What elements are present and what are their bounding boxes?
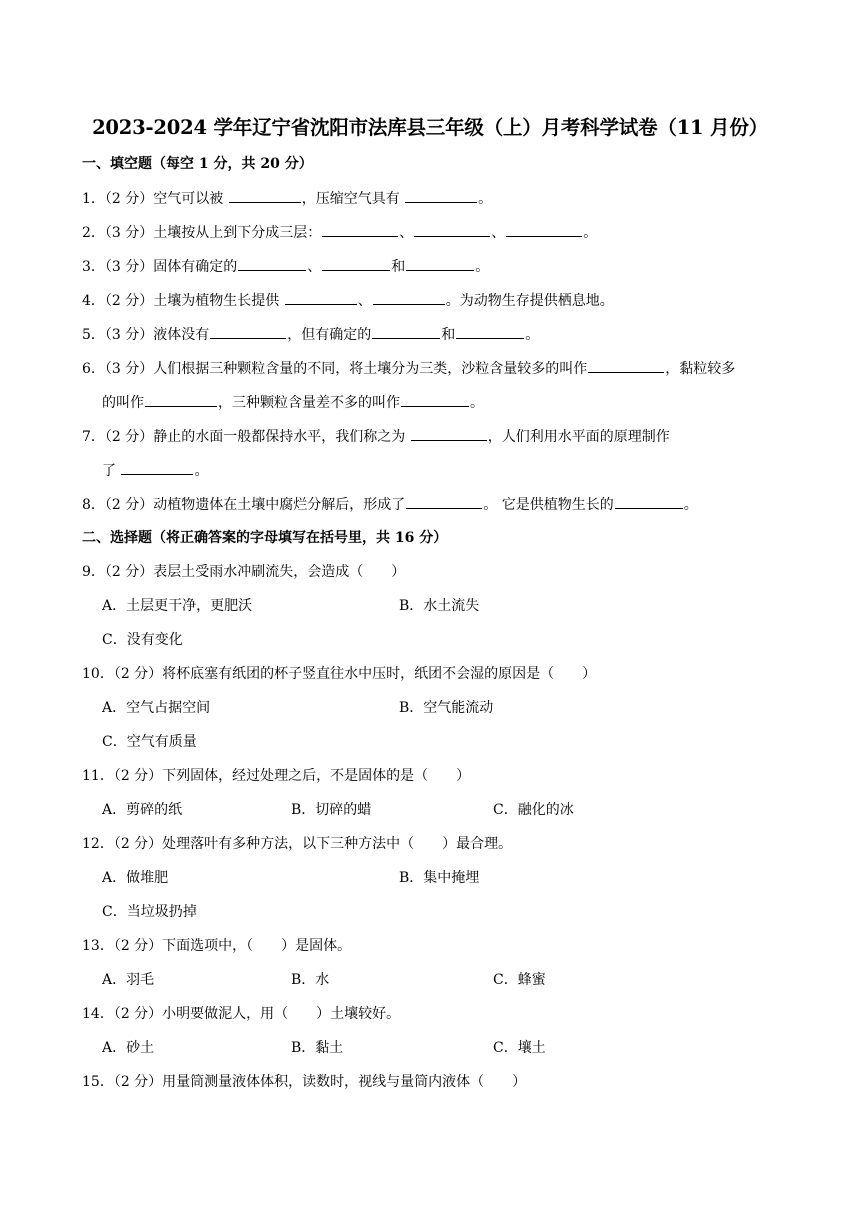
answer-blank [588, 358, 664, 373]
option-a: A．羽毛 [102, 972, 155, 988]
option-a: A．剪碎的纸 [102, 802, 183, 818]
answer-blank [615, 494, 683, 509]
answer-blank [210, 324, 286, 339]
question-14: 14．（2 分）小明要做泥人，用（ ）土壤较好。 [82, 1006, 401, 1022]
question-15: 15．（2 分）用量筒测量液体体积，读数时，视线与量筒内液体（ ） [82, 1074, 527, 1090]
question-10: 10．（2 分）将杯底塞有纸团的杯子竖直往水中压时，纸团不会湿的原因是（ ） [82, 666, 597, 682]
answer-blank [406, 256, 474, 271]
option-c: C．壤土 [493, 1040, 546, 1056]
option-c: C．当垃圾扔掉 [102, 904, 197, 920]
answer-blank [322, 256, 390, 271]
question-8: 8．（2 分）动植物遗体在土壤中腐烂分解后，形成了 。 它是供植物生长的 。 [82, 494, 698, 515]
question-11: 11．（2 分）下列固体，经过处理之后，不是固体的是（ ） [82, 768, 471, 784]
option-c: C．空气有质量 [102, 734, 197, 750]
answer-blank [372, 324, 440, 339]
answer-blank [285, 290, 357, 305]
answer-blank [406, 494, 482, 509]
option-b: B．空气能流动 [399, 700, 494, 716]
answer-blank [506, 222, 582, 237]
answer-blank [411, 426, 487, 441]
option-c: C．融化的冰 [493, 802, 574, 818]
answer-blank [405, 188, 477, 203]
section-multiple-choice: 二、选择题（将正确答案的字母填写在括号里，共 16 分） [82, 530, 448, 546]
question-5: 5．（3 分）液体没有 ，但有确定的 和 。 [82, 324, 539, 345]
exam-title: 2023-2024 学年辽宁省沈阳市法库县三年级（上）月考科学试卷（11 月份） [92, 116, 768, 139]
option-a: A．土层更干净，更肥沃 [102, 598, 253, 614]
option-c: C．蜂蜜 [493, 972, 546, 988]
answer-blank [121, 460, 193, 475]
option-b: B．水 [291, 972, 330, 988]
option-b: B．切碎的蜡 [291, 802, 372, 818]
question-6-continued: 的叫作 ，三种颗粒含量差不多的叫作 。 [102, 392, 484, 413]
option-a: A．砂土 [102, 1040, 155, 1056]
question-2: 2．（3 分）土壤按从上到下分成三层： 、 、 。 [82, 222, 597, 243]
answer-blank [414, 222, 490, 237]
question-12: 12．（2 分）处理落叶有多种方法，以下三种方法中（ ）最合理。 [82, 836, 513, 852]
option-a: A．空气占据空间 [102, 700, 211, 716]
option-b: B．集中掩埋 [399, 870, 480, 886]
answer-blank [456, 324, 524, 339]
answer-blank [229, 188, 301, 203]
option-b: B．水土流失 [399, 598, 480, 614]
answer-blank [322, 222, 398, 237]
question-7: 7．（2 分）静止的水面一般都保持水平，我们称之为 ，人们利用水平面的原理制作 [82, 426, 670, 447]
question-3: 3．（3 分）固体有确定的 、 和 。 [82, 256, 489, 277]
question-13: 13．（2 分）下面选项中，（ ）是固体。 [82, 938, 352, 954]
question-6: 6．（3 分）人们根据三种颗粒含量的不同，将土壤分为三类，沙粒含量较多的叫作 ，黏粒较多 [82, 358, 735, 379]
answer-blank [145, 392, 217, 407]
answer-blank [373, 290, 445, 305]
answer-blank [401, 392, 469, 407]
option-c: C．没有变化 [102, 632, 183, 648]
option-a: A．做堆肥 [102, 870, 169, 886]
question-1: 1．（2 分）空气可以被 ，压缩空气具有 。 [82, 188, 492, 209]
question-4: 4．（2 分）土壤为植物生长提供 、 。为动物生存提供栖息地。 [82, 290, 614, 311]
section-fill-in: 一、填空题（每空 1 分，共 20 分） [82, 156, 313, 172]
option-b: B．黏土 [291, 1040, 344, 1056]
question-7-continued: 了 。 [102, 460, 208, 481]
question-9: 9．（2 分）表层土受雨水冲刷流失，会造成（ ） [82, 564, 406, 580]
answer-blank [238, 256, 306, 271]
